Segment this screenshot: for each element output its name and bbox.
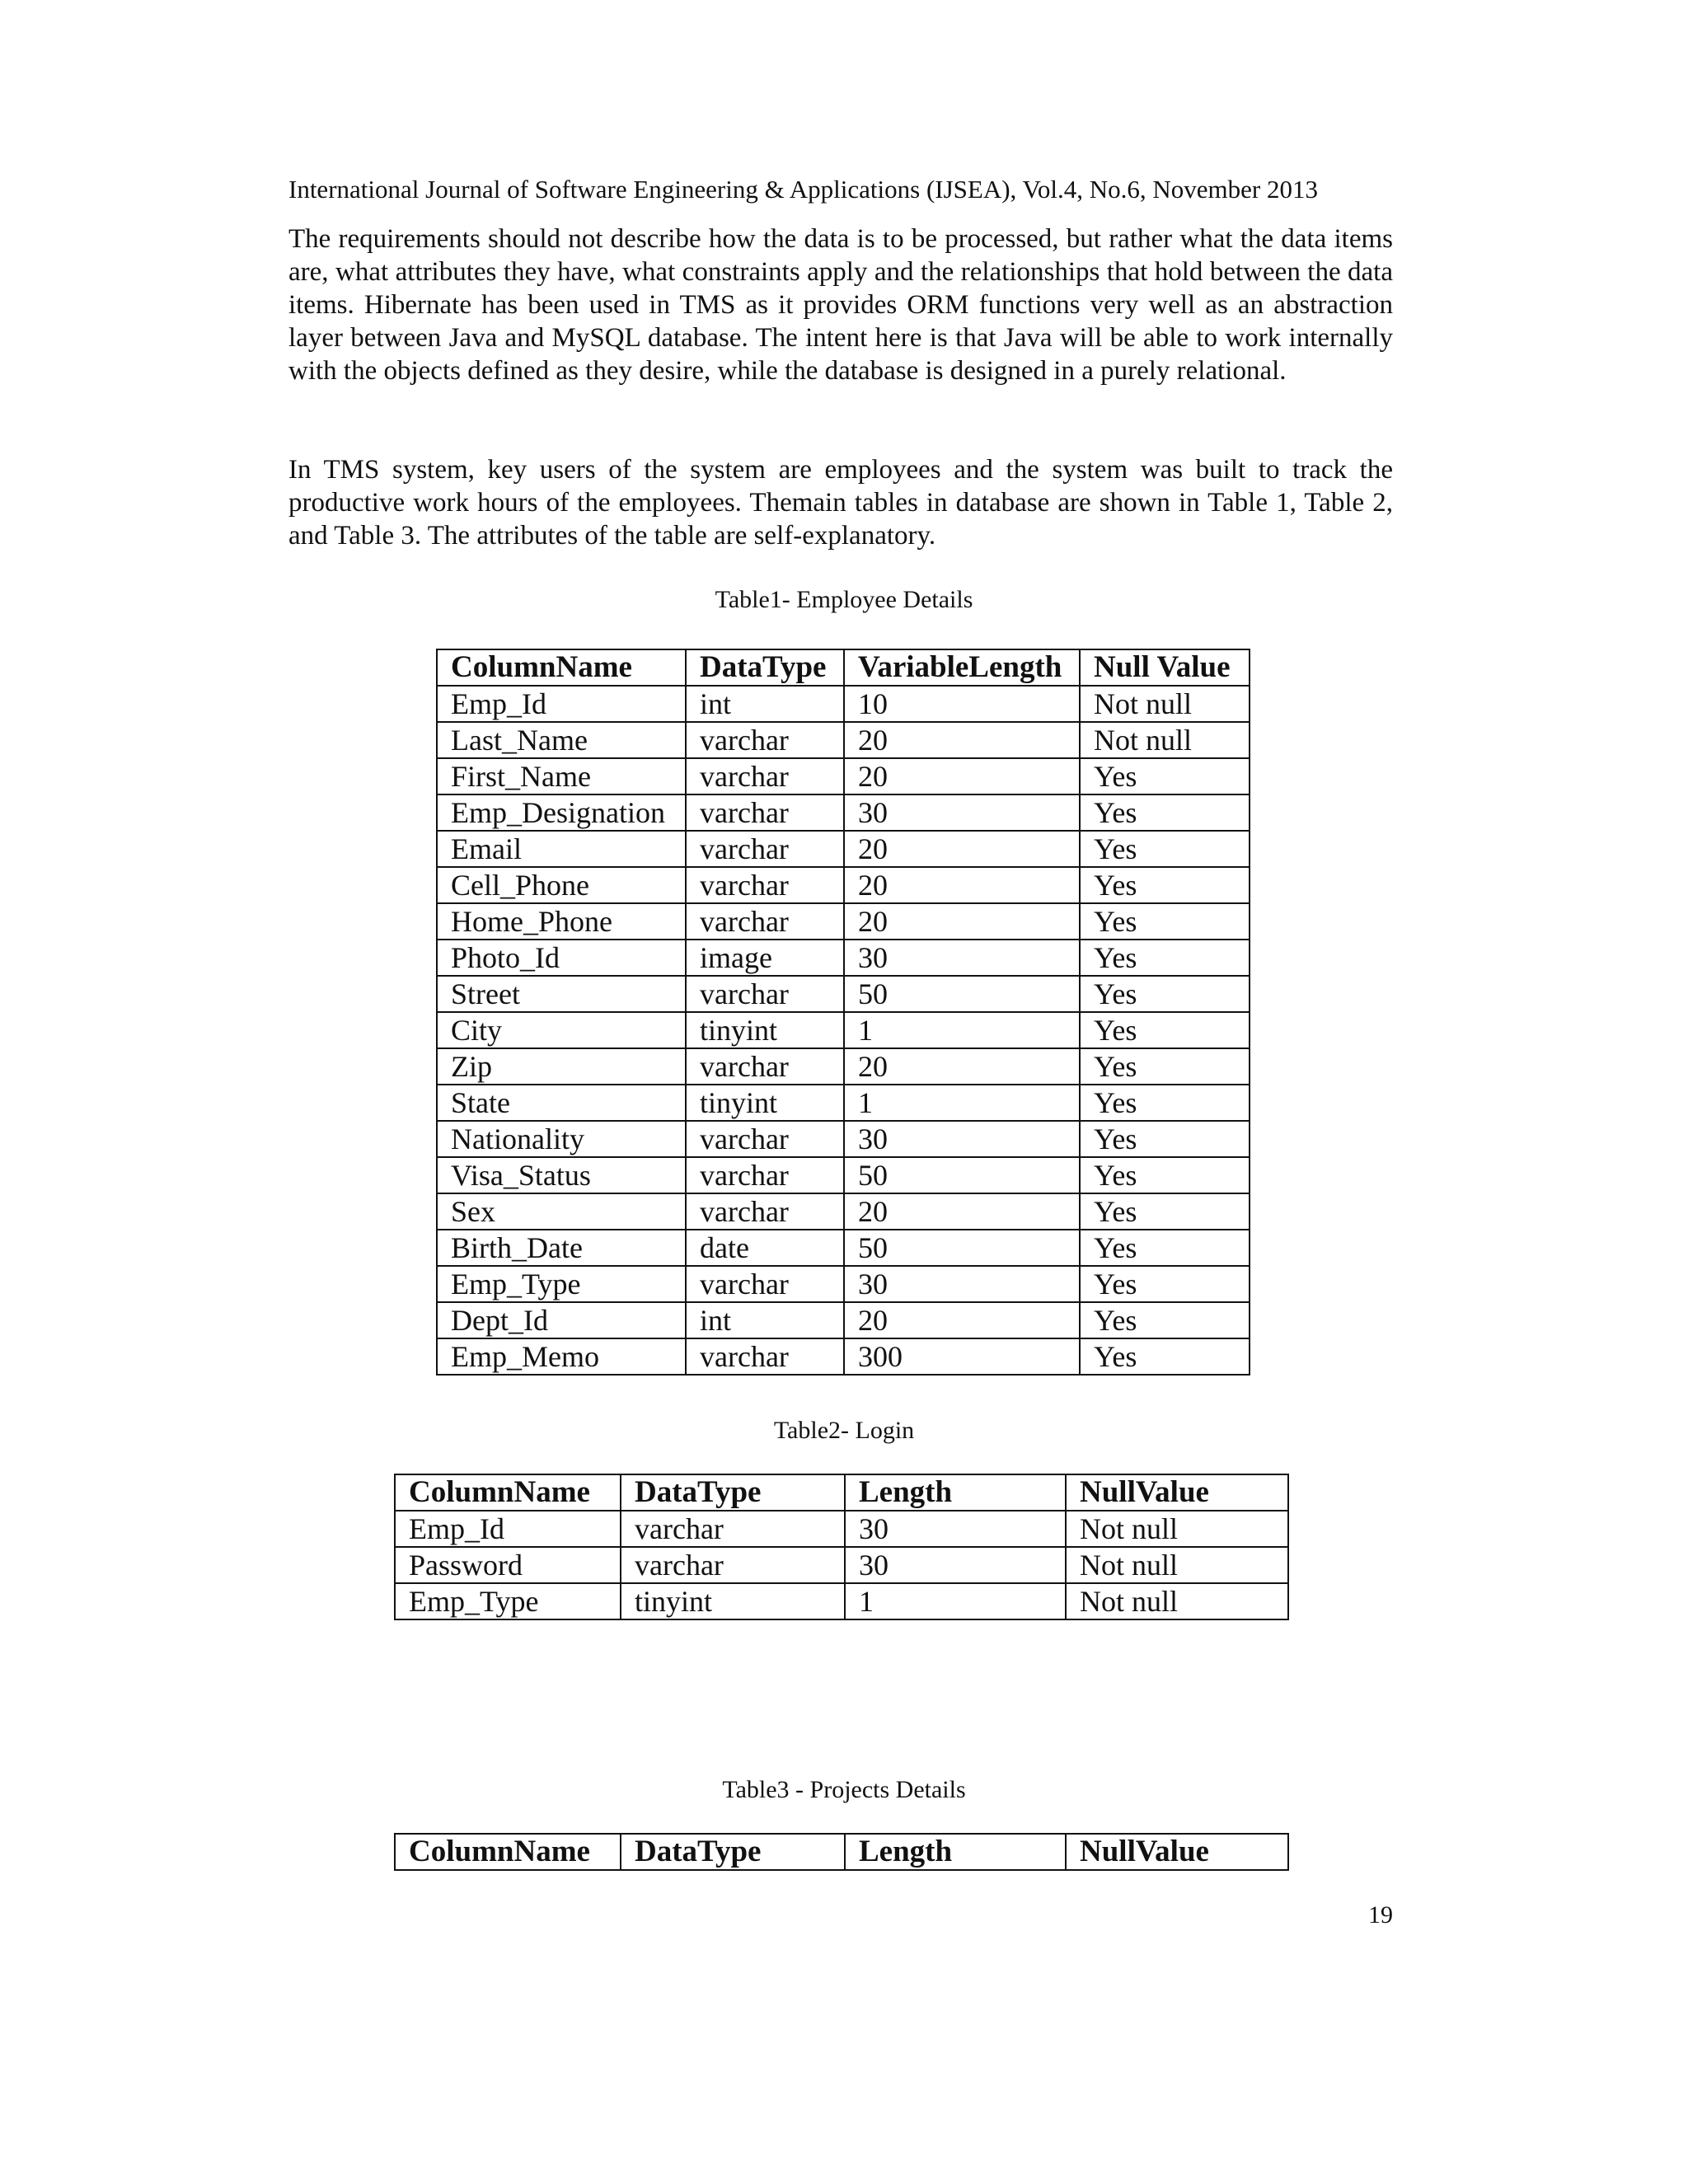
table-cell: 50 — [844, 1157, 1080, 1193]
table-row — [395, 1511, 1288, 1547]
table-cell: State — [437, 1085, 686, 1121]
table-cell: 20 — [844, 722, 1080, 758]
table-cell: 300 — [844, 1338, 1080, 1375]
column-header: VariableLength — [844, 649, 1080, 686]
table-cell: Last_Name — [437, 722, 686, 758]
projects-details-table — [394, 1833, 1289, 1871]
column-header: DataType — [621, 1474, 845, 1511]
table-row — [437, 1266, 1250, 1302]
table-cell: 1 — [844, 1012, 1080, 1048]
table-cell: Yes — [1080, 976, 1250, 1012]
employee-details-table — [436, 649, 1250, 1376]
table-cell: Yes — [1080, 1266, 1250, 1302]
table-row — [437, 940, 1250, 976]
table-cell: 30 — [844, 940, 1080, 976]
table-cell: Zip — [437, 1048, 686, 1085]
table-cell: 50 — [844, 1230, 1080, 1266]
table-cell: 20 — [844, 831, 1080, 867]
table-row — [395, 1547, 1288, 1583]
table-cell: First_Name — [437, 758, 686, 794]
table-cell: Email — [437, 831, 686, 867]
table-cell: Yes — [1080, 1048, 1250, 1085]
table-cell: varchar — [686, 1121, 844, 1157]
table-cell: varchar — [621, 1547, 845, 1583]
table-cell: Street — [437, 976, 686, 1012]
table-cell: 10 — [844, 686, 1080, 722]
table-cell: Home_Phone — [437, 903, 686, 940]
table-cell: Yes — [1080, 1085, 1250, 1121]
table-cell: varchar — [686, 1338, 844, 1375]
table-cell: Cell_Phone — [437, 867, 686, 903]
table-cell: int — [686, 1302, 844, 1338]
table1-caption: Table1- Employee Details — [715, 586, 973, 613]
table-cell: Emp_Id — [437, 686, 686, 722]
table-row — [437, 1338, 1250, 1375]
table-cell: 30 — [844, 1121, 1080, 1157]
table-cell: varchar — [686, 1266, 844, 1302]
table-cell: varchar — [621, 1511, 845, 1547]
table-cell: 30 — [845, 1547, 1066, 1583]
table-cell: Yes — [1080, 831, 1250, 867]
table-cell: 30 — [844, 794, 1080, 831]
table-row — [437, 1121, 1250, 1157]
table-row — [437, 831, 1250, 867]
table-cell: Dept_Id — [437, 1302, 686, 1338]
table-row — [437, 686, 1250, 722]
table-row — [437, 1230, 1250, 1266]
table-cell: Not null — [1066, 1547, 1288, 1583]
table-cell: Visa_Status — [437, 1157, 686, 1193]
table-row — [437, 867, 1250, 903]
table-cell: Yes — [1080, 758, 1250, 794]
table-cell: 30 — [844, 1266, 1080, 1302]
table-row — [437, 1157, 1250, 1193]
login-table — [394, 1474, 1289, 1620]
column-header: NullValue — [1066, 1834, 1288, 1870]
column-header: ColumnName — [437, 649, 686, 686]
table-header-row — [395, 1834, 1288, 1870]
table-cell: Not null — [1080, 722, 1250, 758]
table3-caption: Table3 - Projects Details — [722, 1776, 966, 1803]
table-cell: int — [686, 686, 844, 722]
table-cell: Yes — [1080, 1193, 1250, 1230]
table-cell: 20 — [844, 867, 1080, 903]
table-row — [437, 1085, 1250, 1121]
running-head: International Journal of Software Engineering & Applications (IJSEA), Vol.4, No.6, November 2013 — [288, 175, 1318, 204]
table-cell: Yes — [1080, 940, 1250, 976]
table-cell: varchar — [686, 1157, 844, 1193]
table-row — [437, 722, 1250, 758]
table-cell: tinyint — [686, 1085, 844, 1121]
table-cell: Emp_Memo — [437, 1338, 686, 1375]
table-cell: Not null — [1080, 686, 1250, 722]
table-cell: Yes — [1080, 794, 1250, 831]
table2-caption: Table2- Login — [773, 1417, 915, 1444]
table-cell: varchar — [686, 794, 844, 831]
column-header: ColumnName — [395, 1834, 621, 1870]
table-cell: 20 — [844, 903, 1080, 940]
table-cell: Yes — [1080, 1012, 1250, 1048]
table-cell: Emp_Designation — [437, 794, 686, 831]
column-header: Length — [845, 1834, 1066, 1870]
table-cell: Photo_Id — [437, 940, 686, 976]
column-header: DataType — [686, 649, 844, 686]
table-cell: City — [437, 1012, 686, 1048]
table-cell: 20 — [844, 1193, 1080, 1230]
table-cell: Yes — [1080, 1157, 1250, 1193]
table-header-row — [437, 649, 1250, 686]
table-cell: tinyint — [686, 1012, 844, 1048]
table-cell: Yes — [1080, 1302, 1250, 1338]
table-cell: Emp_Type — [437, 1266, 686, 1302]
table-row — [437, 976, 1250, 1012]
table-cell: Nationality — [437, 1121, 686, 1157]
table-cell: 30 — [845, 1511, 1066, 1547]
page-number: 19 — [1368, 1901, 1393, 1929]
column-header: NullValue — [1066, 1474, 1288, 1511]
table-header-row — [395, 1474, 1288, 1511]
table-cell: Emp_Type — [395, 1583, 621, 1619]
table-row — [395, 1583, 1288, 1619]
column-header: Null Value — [1080, 649, 1250, 686]
body-paragraph-1: The requirements should not describe how the data is to be processed, but rather what the data items are, what attributes they have, what constraints apply and the relationships that hold between the data items. Hibernate has been used in TMS as it provides ORM functions very well as an abstraction layer between Java and MySQL database. The intent here is that Java will be able to work internally with the objects defined as they desire, while the database is designed in a purely relational. — [288, 224, 1393, 386]
table-row — [437, 1012, 1250, 1048]
table-cell: varchar — [686, 976, 844, 1012]
table-cell: Birth_Date — [437, 1230, 686, 1266]
table-cell: varchar — [686, 758, 844, 794]
table-cell: Yes — [1080, 1230, 1250, 1266]
table-cell: tinyint — [621, 1583, 845, 1619]
table-cell: Yes — [1080, 1338, 1250, 1375]
body-paragraph-2: In TMS system, key users of the system are employees and the system was built to track the productive work hours of the employees. Themain tables in database are shown in Table 1, Table 2, and Table 3. The attributes of the table are self-explanatory. — [288, 455, 1393, 551]
table-cell: Sex — [437, 1193, 686, 1230]
table-cell: Not null — [1066, 1583, 1288, 1619]
table-cell: Yes — [1080, 867, 1250, 903]
table-cell: 1 — [845, 1583, 1066, 1619]
table-cell: varchar — [686, 1048, 844, 1085]
column-header: ColumnName — [395, 1474, 621, 1511]
table-row — [437, 794, 1250, 831]
table-cell: 20 — [844, 758, 1080, 794]
column-header: Length — [845, 1474, 1066, 1511]
table-cell: Emp_Id — [395, 1511, 621, 1547]
table-cell: Password — [395, 1547, 621, 1583]
table-cell: varchar — [686, 831, 844, 867]
table-cell: Yes — [1080, 903, 1250, 940]
table-row — [437, 1302, 1250, 1338]
table-cell: varchar — [686, 722, 844, 758]
table-cell: 1 — [844, 1085, 1080, 1121]
table-row — [437, 1048, 1250, 1085]
table-cell: varchar — [686, 903, 844, 940]
table-cell: 20 — [844, 1048, 1080, 1085]
table-row — [437, 903, 1250, 940]
table-cell: Not null — [1066, 1511, 1288, 1547]
table-cell: varchar — [686, 1193, 844, 1230]
table-cell: Yes — [1080, 1121, 1250, 1157]
column-header: DataType — [621, 1834, 845, 1870]
table-cell: varchar — [686, 867, 844, 903]
table-row — [437, 1193, 1250, 1230]
table-cell: 20 — [844, 1302, 1080, 1338]
table-cell: image — [686, 940, 844, 976]
table-cell: date — [686, 1230, 844, 1266]
table-row — [437, 758, 1250, 794]
table-cell: 50 — [844, 976, 1080, 1012]
